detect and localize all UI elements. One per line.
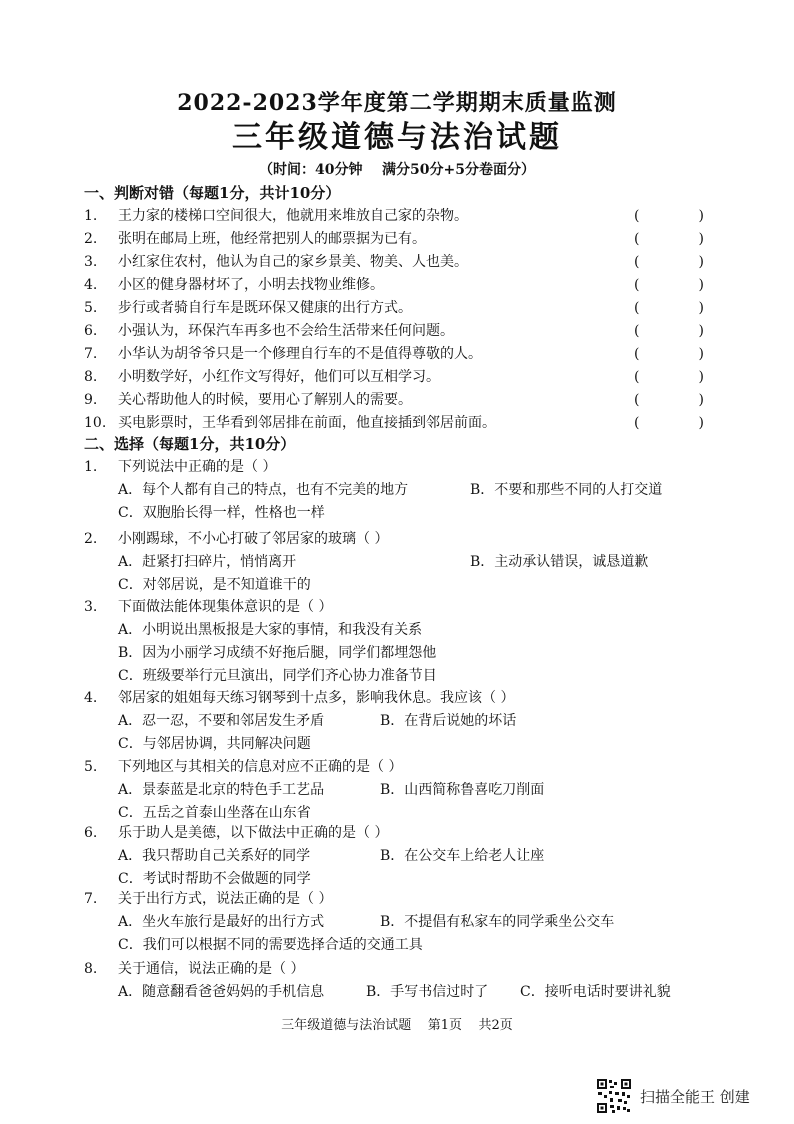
option-a[interactable]: A．我只帮助自己关系好的同学 <box>118 848 311 864</box>
close-paren: ) <box>698 369 704 385</box>
question-stem <box>84 687 514 710</box>
item-text: 小明数学好，小红作文写得好，他们可以互相学习。 <box>118 369 440 385</box>
question-text: 关于通信，说法正确的是（ ） <box>118 961 305 977</box>
item-number: 8. <box>84 369 98 385</box>
close-paren: ) <box>698 231 704 247</box>
option-b[interactable]: B．在公交车上给老人让座 <box>380 848 545 864</box>
option-c[interactable]: C．接听电话时要讲礼貌 <box>520 984 671 1000</box>
option-c[interactable]: C．对邻居说，是不知道谁干的 <box>118 577 311 593</box>
answer-blank[interactable] <box>634 389 704 412</box>
option-a[interactable]: A．景泰蓝是北京的特色手工艺品 <box>118 782 325 798</box>
judgment-item <box>84 389 704 412</box>
question-number: 2. <box>84 531 98 547</box>
question-number: 1. <box>84 459 98 475</box>
exam-title-line1: 2022-2023学年度第二学期期末质量监测 <box>177 90 617 116</box>
close-paren: ) <box>698 346 704 362</box>
question-number: 4. <box>84 690 98 706</box>
option-a[interactable]: A．每个人都有自己的特点，也有不完美的地方 <box>118 482 409 498</box>
option-b[interactable]: B．主动承认错误，诚恳道歉 <box>470 554 649 570</box>
judgment-item <box>84 366 704 389</box>
answer-blank[interactable] <box>634 297 704 320</box>
section1-heading: 一、判断对错（每题1分，共计10分） <box>84 184 341 202</box>
open-paren: ( <box>634 415 640 431</box>
item-text: 小强认为，环保汽车再多也不会给生活带来任何问题。 <box>118 323 454 339</box>
exam-subtitle: （时间：40分钟 满分50分+5分卷面分） <box>259 162 535 178</box>
item-text: 小区的健身器材坏了，小明去找物业维修。 <box>118 277 384 293</box>
qr-code-icon <box>596 1078 632 1114</box>
option-a[interactable]: A．赶紧打扫碎片，悄悄离开 <box>118 554 297 570</box>
close-paren: ) <box>698 208 704 224</box>
option-c[interactable]: C．班级要举行元旦演出，同学们齐心协力准备节目 <box>118 668 437 684</box>
judgment-item <box>84 251 704 274</box>
option-b[interactable]: B．不要和那些不同的人打交道 <box>470 482 663 498</box>
question-stem <box>84 596 332 619</box>
answer-blank[interactable] <box>634 320 704 343</box>
section2-heading: 二、选择（每题1分，共10分） <box>84 435 296 453</box>
question-text: 下列说法中正确的是（ ） <box>118 459 277 475</box>
option-c[interactable]: C．与邻居协调，共同解决问题 <box>118 736 311 752</box>
open-paren: ( <box>634 323 640 339</box>
item-text: 关心帮助他人的时候，要用心了解别人的需要。 <box>118 392 412 408</box>
answer-blank[interactable] <box>634 412 704 435</box>
option-c[interactable]: C．考试时帮助不会做题的同学 <box>118 871 311 887</box>
question-number: 6. <box>84 825 98 841</box>
open-paren: ( <box>634 346 640 362</box>
close-paren: ) <box>698 254 704 270</box>
item-number: 1. <box>84 208 98 224</box>
exam-header <box>0 88 794 182</box>
answer-blank[interactable] <box>634 274 704 297</box>
judgment-item <box>84 205 704 228</box>
close-paren: ) <box>698 277 704 293</box>
item-number: 9. <box>84 392 98 408</box>
scanner-watermark <box>596 1076 750 1116</box>
answer-blank[interactable] <box>634 228 704 251</box>
question-stem <box>84 456 276 479</box>
open-paren: ( <box>634 369 640 385</box>
answer-blank[interactable] <box>634 366 704 389</box>
open-paren: ( <box>634 254 640 270</box>
item-text: 张明在邮局上班，他经常把别人的邮票据为已有。 <box>118 231 426 247</box>
question-stem <box>84 528 388 551</box>
item-text: 王力家的楼梯口空间很大，他就用来堆放自己家的杂物。 <box>118 208 468 224</box>
answer-blank[interactable] <box>634 251 704 274</box>
open-paren: ( <box>634 300 640 316</box>
open-paren: ( <box>634 392 640 408</box>
close-paren: ) <box>698 323 704 339</box>
question-stem <box>84 756 402 779</box>
judgment-item <box>84 343 704 366</box>
close-paren: ) <box>698 300 704 316</box>
item-text: 小红家住农村，他认为自己的家乡景美、物美、人也美。 <box>118 254 468 270</box>
open-paren: ( <box>634 277 640 293</box>
item-number: 6. <box>84 323 98 339</box>
judgment-item <box>84 412 704 435</box>
question-text: 邻居家的姐姐每天练习钢琴到十点多，影响我休息。我应该（ ） <box>118 690 515 706</box>
option-b[interactable]: B．在背后说她的坏话 <box>380 713 517 729</box>
open-paren: ( <box>634 231 640 247</box>
judgment-item <box>84 274 704 297</box>
item-number: 2. <box>84 231 98 247</box>
item-number: 4. <box>84 277 98 293</box>
item-number: 5. <box>84 300 98 316</box>
question-text: 下列地区与其相关的信息对应不正确的是（ ） <box>118 759 403 775</box>
answer-blank[interactable] <box>634 205 704 228</box>
judgment-item <box>84 320 704 343</box>
option-c[interactable]: C．五岳之首泰山坐落在山东省 <box>118 805 311 821</box>
question-number: 7. <box>84 891 98 907</box>
page-footer: 三年级道德与法治试题 第1页 共2页 <box>281 1018 513 1033</box>
question-text: 小刚踢球，不小心打破了邻居家的玻璃（ ） <box>118 531 389 547</box>
option-b[interactable]: B．手写书信过时了 <box>366 984 489 1000</box>
open-paren: ( <box>634 208 640 224</box>
option-a[interactable]: A．小明说出黑板报是大家的事情，和我没有关系 <box>118 622 423 638</box>
option-b[interactable]: B．因为小丽学习成绩不好拖后腿，同学们都埋怨他 <box>118 645 437 661</box>
item-number: 7. <box>84 346 98 362</box>
question-text: 关于出行方式，说法正确的是（ ） <box>118 891 333 907</box>
scanner-label: 扫描全能王 创建 <box>640 1087 750 1106</box>
option-a[interactable]: A．随意翻看爸爸妈妈的手机信息 <box>118 984 325 1000</box>
judgment-item <box>84 228 704 251</box>
item-text: 小华认为胡爷爷只是一个修理自行车的不是值得尊敬的人。 <box>118 346 482 362</box>
question-stem <box>84 888 332 911</box>
question-text: 下面做法能体现集体意识的是（ ） <box>118 599 333 615</box>
question-number: 3. <box>84 599 98 615</box>
question-stem <box>84 822 388 845</box>
item-text: 买电影票时，王华看到邻居排在前面，他直接插到邻居前面。 <box>118 415 496 431</box>
question-number: 8. <box>84 961 98 977</box>
question-number: 5. <box>84 759 98 775</box>
answer-blank[interactable] <box>634 343 704 366</box>
item-text: 步行或者骑自行车是既环保又健康的出行方式。 <box>118 300 412 316</box>
item-number: 10. <box>84 415 107 431</box>
question-stem <box>84 958 304 981</box>
close-paren: ) <box>698 415 704 431</box>
item-number: 3. <box>84 254 98 270</box>
judgment-item <box>84 297 704 320</box>
exam-title-line2: 三年级道德与法治试题 <box>232 120 562 155</box>
option-b[interactable]: B．不提倡有私家车的同学乘坐公交车 <box>380 914 615 930</box>
option-c[interactable]: C．我们可以根据不同的需要选择合适的交通工具 <box>118 937 423 953</box>
option-c[interactable]: C．双胞胎长得一样，性格也一样 <box>118 505 325 521</box>
option-b[interactable]: B．山西简称鲁喜吃刀削面 <box>380 782 545 798</box>
question-text: 乐于助人是美德，以下做法中正确的是（ ） <box>118 825 389 841</box>
option-a[interactable]: A．坐火车旅行是最好的出行方式 <box>118 914 325 930</box>
option-a[interactable]: A．忍一忍，不要和邻居发生矛盾 <box>118 713 325 729</box>
close-paren: ) <box>698 392 704 408</box>
